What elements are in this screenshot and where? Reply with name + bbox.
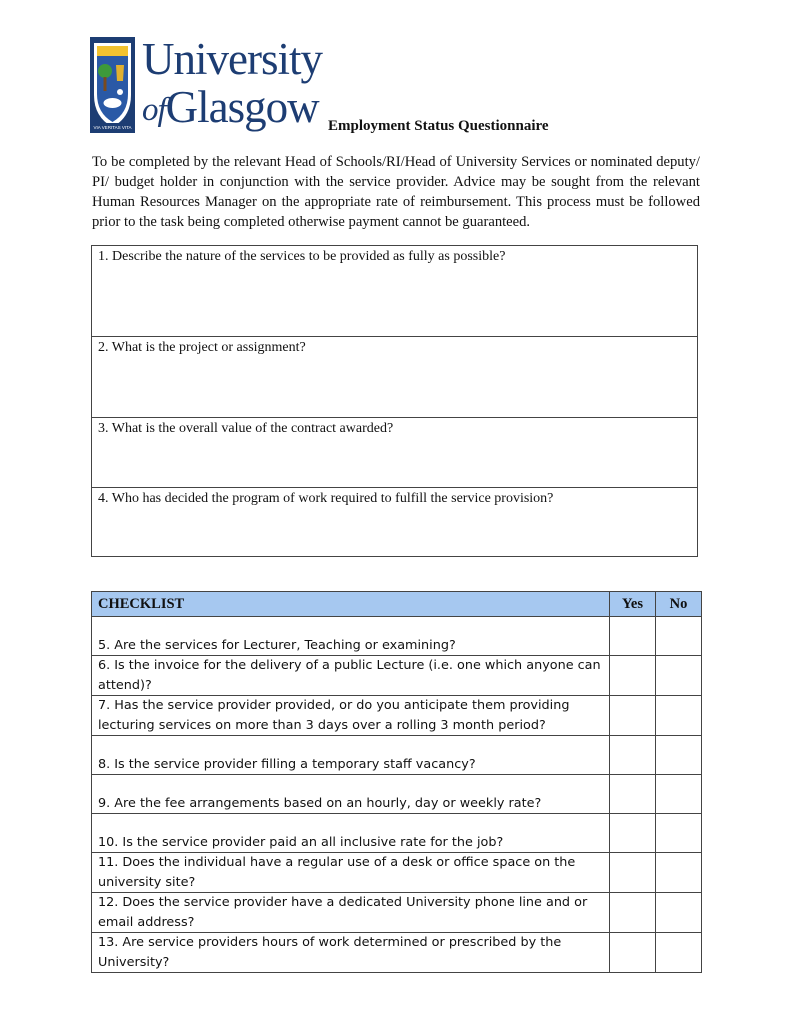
yes-checkbox[interactable] [610, 696, 656, 736]
checklist-question: 13. Are service providers hours of work determined or prescribed by the University? [92, 933, 610, 973]
logo-motto: VIA VERITAS VITA [93, 125, 132, 130]
checklist-question: 10. Is the service provider paid an all inclusive rate for the job? [92, 814, 610, 853]
checklist-header: CHECKLIST [92, 592, 610, 617]
checklist-row [92, 933, 702, 973]
checklist-question: 6. Is the invoice for the delivery of a public Lecture (i.e. one which anyone can attend)? [92, 656, 610, 696]
checklist-header-row [92, 592, 702, 617]
no-column-header: No [656, 592, 702, 617]
checklist-question: 9. Are the fee arrangements based on an hourly, day or weekly rate? [92, 775, 610, 814]
yes-checkbox[interactable] [610, 736, 656, 775]
no-checkbox[interactable] [656, 853, 702, 893]
yes-column-header: Yes [610, 592, 656, 617]
yes-checkbox[interactable] [610, 617, 656, 656]
no-checkbox[interactable] [656, 696, 702, 736]
no-checkbox[interactable] [656, 775, 702, 814]
wordmark-of: of [142, 92, 166, 128]
yes-checkbox[interactable] [610, 656, 656, 696]
checklist-row [92, 736, 702, 775]
no-checkbox[interactable] [656, 736, 702, 775]
checklist-row [92, 656, 702, 696]
yes-checkbox[interactable] [610, 933, 656, 973]
university-logo [90, 34, 322, 135]
questions-section [91, 245, 698, 557]
yes-checkbox[interactable] [610, 775, 656, 814]
yes-checkbox[interactable] [610, 853, 656, 893]
no-checkbox[interactable] [656, 656, 702, 696]
intro-paragraph: To be completed by the relevant Head of Schools/RI/Head of University Services or nominated deputy/ PI/ budget holder in conjunction with the service provider. Advice may be sought from the relevant Human Resources Manager on the appropriate rate of reimbursement. This process must be followed prior to the task being completed otherwise payment cannot be guaranteed. [92, 154, 700, 230]
question-box-1[interactable]: 1. Describe the nature of the services to be provided as fully as possible? [92, 246, 697, 337]
question-box-2[interactable]: 2. What is the project or assignment? [92, 337, 697, 418]
yes-checkbox[interactable] [610, 814, 656, 853]
question-box-3[interactable]: 3. What is the overall value of the contract awarded? [92, 418, 697, 488]
checklist-table [91, 591, 702, 973]
no-checkbox[interactable] [656, 617, 702, 656]
university-crest-icon [90, 37, 135, 133]
checklist-question: 8. Is the service provider filling a temporary staff vacancy? [92, 736, 610, 775]
no-checkbox[interactable] [656, 893, 702, 933]
no-checkbox[interactable] [656, 814, 702, 853]
checklist-row [92, 775, 702, 814]
wordmark-name: Glasgow [165, 82, 319, 132]
checklist-row [92, 853, 702, 893]
document-title: Employment Status Questionnaire [328, 118, 549, 134]
checklist-question: 7. Has the service provider provided, or do you anticipate them providing lecturing services on more than 3 days over a rolling 3 month period? [92, 696, 610, 736]
checklist-row [92, 696, 702, 736]
no-checkbox[interactable] [656, 933, 702, 973]
checklist-question: 11. Does the individual have a regular use of a desk or office space on the university site? [92, 853, 610, 893]
checklist-question: 12. Does the service provider have a dedicated University phone line and or email address? [92, 893, 610, 933]
university-wordmark [142, 34, 322, 135]
checklist-question: 5. Are the services for Lecturer, Teaching or examining? [92, 617, 610, 656]
question-box-4[interactable]: 4. Who has decided the program of work required to fulfill the service provision? [98, 491, 554, 506]
yes-checkbox[interactable] [610, 893, 656, 933]
checklist-row [92, 617, 702, 656]
checklist-row [92, 893, 702, 933]
checklist-row [92, 814, 702, 853]
wordmark-line2 [142, 81, 319, 133]
wordmark-line1: University [142, 34, 322, 84]
